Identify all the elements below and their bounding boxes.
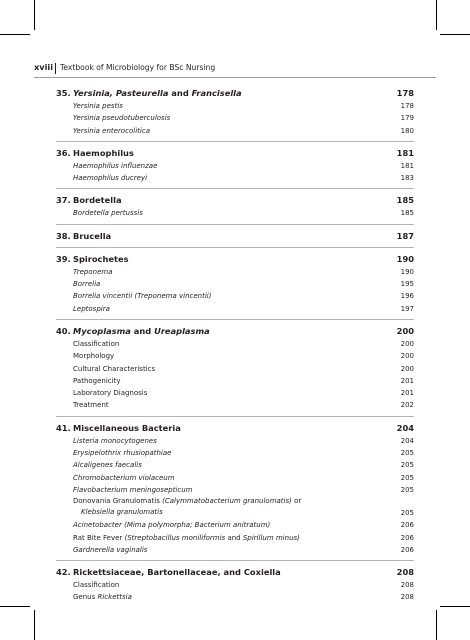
- entry-label: [73, 100, 123, 112]
- entry-page: 181: [400, 161, 414, 170]
- text-run: and: [130, 325, 155, 336]
- toc-entry: [56, 350, 414, 362]
- entry-page: 202: [400, 401, 414, 410]
- entry-label: [73, 112, 170, 124]
- chapter-heading: [56, 229, 414, 243]
- toc-entry: [56, 579, 414, 591]
- entry-page: 201: [400, 389, 414, 398]
- text-run: Cultural Characteristics: [73, 364, 156, 373]
- entry-label: [73, 579, 119, 591]
- toc-entry: [56, 266, 414, 278]
- entry-page: 206: [400, 545, 414, 554]
- entry-label: [73, 278, 100, 290]
- toc-entry: [56, 472, 414, 484]
- toc-entry: [56, 125, 414, 137]
- text-run: Brucella: [73, 230, 112, 241]
- entry-label: [73, 519, 270, 531]
- toc-entry: [56, 375, 414, 387]
- text-run: Genus: [73, 593, 98, 602]
- text-run: Rickettsiaceae, Bartonellaceae, and Coxiella: [73, 567, 281, 578]
- entry-label: [73, 363, 155, 375]
- toc-entry: [56, 447, 414, 459]
- entry-label: [73, 172, 147, 184]
- entry-label: [73, 544, 147, 556]
- entry-page: 197: [400, 304, 414, 313]
- entry-label: [73, 484, 192, 496]
- crop-mark: [436, 610, 437, 640]
- entry-page: 204: [400, 436, 414, 445]
- toc-entry: [56, 544, 414, 556]
- crop-mark: [34, 610, 35, 640]
- entry-label: [73, 435, 157, 447]
- toc-entry: [56, 100, 414, 112]
- chapter-title: [73, 421, 181, 435]
- chapter-heading: [56, 252, 414, 266]
- chapter-page: 181: [396, 147, 414, 158]
- entry-label: [73, 207, 143, 219]
- crop-mark: [0, 606, 30, 607]
- text-run: Morphology: [73, 352, 115, 361]
- entry-label: [73, 125, 150, 137]
- entry-label: [73, 591, 132, 603]
- running-header: [34, 62, 436, 74]
- text-run: Chromobacterium violaceum: [73, 473, 175, 482]
- toc-entry: [56, 591, 414, 603]
- entry-label: [73, 303, 110, 315]
- chapter-number: 42.: [56, 567, 71, 578]
- chapter-divider: [56, 141, 414, 142]
- entry-label: [73, 350, 114, 362]
- text-run: Yersinia pseudotuberculosis: [73, 114, 171, 123]
- text-run: Acinetobacter (Mima polymorpha; Bacterium anitratum): [73, 521, 271, 530]
- text-run: (Streptobacillus moniliformis: [124, 533, 226, 542]
- crop-mark: [436, 0, 437, 30]
- chapter-block: [56, 193, 414, 219]
- text-run: Rat Bite Fever: [73, 533, 125, 542]
- entry-page: 180: [400, 126, 414, 135]
- chapter-heading: [56, 193, 414, 207]
- text-run: Classification: [73, 339, 120, 348]
- text-run: Classification: [73, 581, 120, 590]
- chapter-title: [73, 252, 129, 266]
- entry-label: [73, 399, 109, 411]
- text-run: Francisella: [191, 88, 242, 98]
- toc-entry: [56, 290, 414, 302]
- entry-label: [73, 266, 113, 278]
- text-run: Haemophilus: [73, 147, 134, 158]
- toc-entry: [56, 387, 414, 399]
- crop-mark: [440, 606, 470, 607]
- entry-page: 206: [400, 533, 414, 542]
- chapter-title: [73, 229, 111, 243]
- chapter-divider: [56, 247, 414, 248]
- text-run: Ureaplasma: [154, 325, 210, 336]
- toc-entry: [56, 172, 414, 184]
- toc-entry: [56, 338, 414, 350]
- text-run: Treponema: [73, 267, 113, 276]
- chapter-number: 38.: [56, 230, 71, 241]
- text-run: Borrelia vincentii (Treponema vincentii): [73, 292, 212, 301]
- text-run: Laboratory Diagnosis: [73, 389, 148, 398]
- chapter-number: 41.: [56, 422, 71, 433]
- entry-label: [73, 472, 175, 484]
- chapter-divider: [56, 319, 414, 320]
- text-run: Bordetella: [73, 195, 122, 206]
- entry-label: [73, 447, 171, 459]
- crop-mark: [440, 34, 470, 35]
- chapter-title: [73, 193, 122, 207]
- text-run: Haemophilus ducreyi: [73, 174, 148, 183]
- text-run: Haemophilus influenzae: [73, 161, 158, 170]
- entry-label: [73, 532, 300, 544]
- text-run: or: [291, 497, 302, 506]
- entry-page: 200: [400, 339, 414, 348]
- text-run: Bordetella pertussis: [73, 209, 143, 218]
- chapter-block: [56, 146, 414, 185]
- text-run: Miscellaneous Bacteria: [73, 422, 181, 433]
- toc-entry: [56, 399, 414, 411]
- text-run: Listeria monocytogenes: [73, 436, 157, 445]
- entry-page: 196: [400, 292, 414, 301]
- chapter-title: [73, 86, 242, 100]
- toc-entry: [56, 496, 414, 519]
- page-number: xviii: [34, 62, 54, 72]
- toc-entry: [56, 278, 414, 290]
- chapter-title: [73, 146, 134, 160]
- entry-page: 179: [400, 114, 414, 123]
- chapter-block: [56, 421, 414, 556]
- entry-page: 205: [400, 449, 414, 458]
- chapter-block: [56, 86, 414, 137]
- entry-page: 183: [400, 174, 414, 183]
- entry-label: [73, 459, 142, 471]
- toc-entry: [56, 207, 414, 219]
- chapter-page: 200: [396, 325, 414, 336]
- toc-entry: [56, 519, 414, 531]
- entry-page: 206: [400, 521, 414, 530]
- toc-entry: [56, 160, 414, 172]
- toc-entry: [56, 532, 414, 544]
- entry-page: 178: [400, 102, 414, 110]
- chapter-page: 187: [396, 230, 414, 241]
- text-run: and: [168, 88, 192, 98]
- entry-page: 201: [400, 376, 414, 385]
- chapter-number: 37.: [56, 195, 71, 206]
- entry-page: 205: [400, 509, 414, 518]
- chapter-block: [56, 229, 414, 243]
- entry-label: [73, 387, 147, 399]
- entry-label: [73, 375, 120, 387]
- entry-page: 205: [400, 473, 414, 482]
- toc-entry: [56, 484, 414, 496]
- entry-label: [73, 160, 157, 172]
- text-run: Mycoplasma: [73, 325, 131, 336]
- text-run: Yersinia pestis: [73, 102, 123, 110]
- entry-label-line2: Klebsiella granulomatis: [81, 508, 163, 517]
- chapter-heading: [56, 146, 414, 160]
- text-run: Leptospira: [73, 304, 110, 313]
- text-run: Pathogenicity: [73, 376, 121, 385]
- header-divider: [55, 63, 56, 74]
- toc-entry: [56, 112, 414, 124]
- entry-page: 205: [400, 461, 414, 470]
- text-run: Erysipelothrix rhusiopathiae: [73, 449, 172, 458]
- chapter-divider: [56, 560, 414, 561]
- crop-mark: [34, 0, 35, 30]
- text-run: Donovania Granulomatis: [73, 497, 163, 506]
- chapter-page: 190: [396, 253, 414, 264]
- text-run: Yersinia enterocolitica: [73, 126, 150, 135]
- toc-entry: [56, 459, 414, 471]
- chapter-page: 185: [396, 195, 414, 206]
- chapter-block: [56, 252, 414, 315]
- chapter-number: 36.: [56, 147, 71, 158]
- text-run: Borrelia: [73, 280, 101, 289]
- chapter-title: [73, 565, 281, 579]
- header-rule: [34, 77, 436, 78]
- entry-page: 208: [400, 593, 414, 602]
- chapter-heading: [56, 421, 414, 435]
- text-run: Spirillum minus): [242, 533, 300, 542]
- chapter-page: 204: [396, 422, 414, 433]
- chapter-heading: [56, 324, 414, 338]
- chapter-divider: [56, 188, 414, 189]
- entry-label: [73, 290, 211, 302]
- chapter-number: 35.: [56, 88, 71, 98]
- chapter-page: 178: [396, 88, 414, 98]
- entry-label: [73, 496, 301, 518]
- chapter-heading: [56, 86, 414, 100]
- toc-entry: [56, 435, 414, 447]
- chapter-block: [56, 324, 414, 412]
- text-run: and: [225, 533, 243, 542]
- toc-entry: [56, 303, 414, 315]
- text-run: Spirochetes: [73, 253, 129, 264]
- entry-page: 208: [400, 581, 414, 590]
- entry-page: 195: [400, 280, 414, 289]
- chapter-number: 40.: [56, 325, 71, 336]
- text-run: (Calymmatobacterium granulomatis): [162, 497, 292, 506]
- entry-page: 205: [400, 485, 414, 494]
- text-run: Alcaligenes faecalis: [73, 461, 142, 470]
- chapter-page: 208: [396, 567, 414, 578]
- chapter-block: [56, 565, 414, 604]
- text-run: Flavobacterium meningosepticum: [73, 485, 193, 494]
- chapter-title: [73, 324, 210, 338]
- book-title: Textbook of Microbiology for BSc Nursing: [60, 62, 216, 72]
- text-run: Rickettsia: [97, 593, 132, 602]
- chapter-number: 39.: [56, 253, 71, 264]
- text-run: Yersinia, Pasteurella: [73, 88, 169, 98]
- chapter-divider: [56, 416, 414, 417]
- entry-page: 200: [400, 352, 414, 361]
- table-of-contents: [56, 86, 414, 604]
- crop-mark: [0, 34, 30, 35]
- entry-page: 190: [400, 267, 414, 276]
- entry-page: 200: [400, 364, 414, 373]
- chapter-divider: [56, 224, 414, 225]
- toc-entry: [56, 363, 414, 375]
- entry-label: [73, 338, 119, 350]
- text-run: Treatment: [73, 401, 109, 410]
- entry-page: 185: [400, 209, 414, 218]
- text-run: Gardnerella vaginalis: [73, 545, 148, 554]
- chapter-heading: [56, 565, 414, 579]
